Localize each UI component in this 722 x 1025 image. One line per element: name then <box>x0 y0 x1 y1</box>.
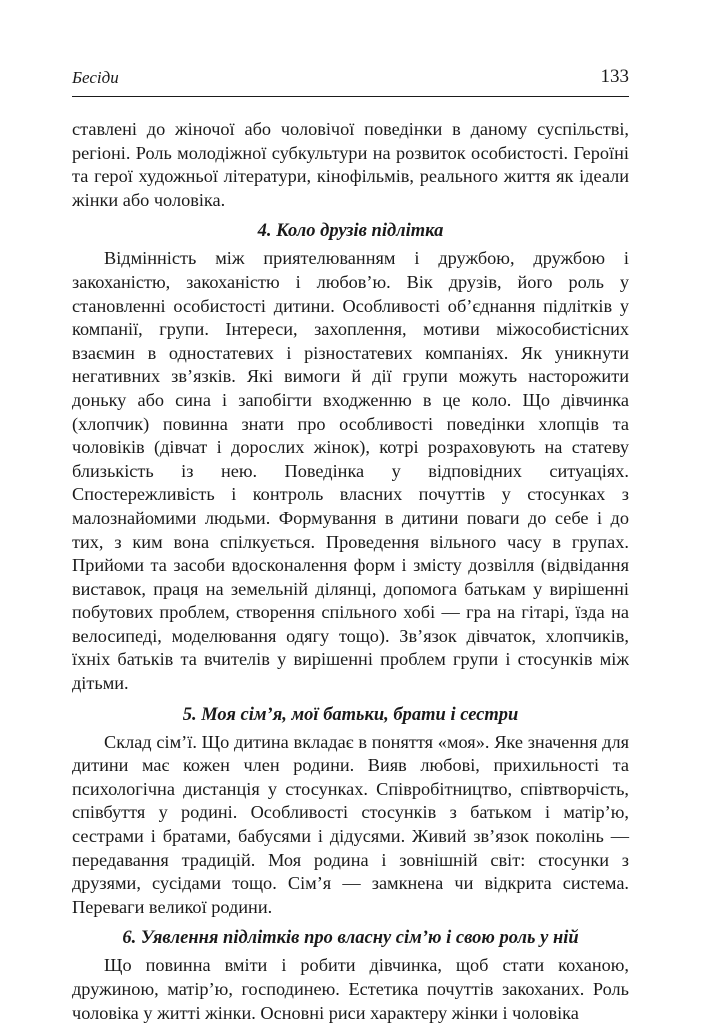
intro-paragraph: ставлені до жіночої або чоловічої поведінки в даному суспільстві, регіоні. Роль молодіжної субкультури на розвиток особистості. Героїні та герої художньої літератури, кінофільмів, реального життя як ідеали жінки або чоловіка. <box>72 119 629 210</box>
section-paragraph-family: Склад сім’ї. Що дитина вкладає в поняття «моя». Яке значення для дитини має кожен член родини. Вияв любові, прихильності та психологічна дистанція у стосунках. Співробітництво, співтворчість, співбуття у родині. Особливості стосунків з батьком і матір’ю, сестрами і братами, бабусями і дідусями. Живий зв’язок поколінь — передавання традицій. Моя родина і зовнішній світ: стосунки з друзями, сусідами тощо. Сім’я — замкнена чи відкрита система. Переваги великої родини. <box>72 731 629 917</box>
section-heading-own-family: 6. Уявлення підлітків про власну сім’ю і свою роль у ній <box>122 928 579 949</box>
page-number: 133 <box>600 66 629 87</box>
section-paragraph-friends: Відмінність між приятелюванням і дружбою, дружбою і закоханістю, закоханістю і любов’ю. Вік друзів, його роль у становленні особистості дитини. Особливості об’єднання підлітків у компанії, групи. Інтереси, захоплення, мотиви міжособистісних взаємин в одностатевих і різностатевих компаніях. Як уникнути негативних зв’язків. Які вимоги й дії групи можуть насторожити доньку або сина і запобігти входженню в це коло. Що дівчинка (хлопчик) повинна знати про особливості поведінки хлопців та чоловіків (дівчат і дорослих жінок), котрі розраховують на статеву близькість із нею. Поведінка у відповідних ситуаціях. Спостережливість і контроль власних почуттів у стосунках з малознайомими людьми. Формування в дитини поваги до себе і до тих, з ким вона спілкується. Проведення вільного часу в групах. Прийоми та засоби вдосконалення форм і змісту дозвілля (відвідання виставок, праця на земельній ділянці, допомога батькам у вирішенні побутових проблем, створення спільного хобі — гра на гітарі, їзда на велосипеді, моделювання одягу тощо). Зв’язок дівчаток, хлопчиків, їхніх батьків та вчителів у вирішенні проблем групи і стосунків між дітьми. <box>72 248 629 694</box>
section-paragraph-own-family: Що повинна вміти і робити дівчинка, щоб стати коханою, дружиною, матір’ю, господинею. Естетика почуттів закоханих. Роль чоловіка у житті жінки. Основні риси характеру жінки і чоловіка <box>72 955 629 1023</box>
section-heading-friends: 4. Коло друзів підлітка <box>257 221 444 242</box>
running-header <box>72 66 629 90</box>
header-rule <box>72 96 629 97</box>
page-body <box>72 118 629 1025</box>
section-heading-family: 5. Моя сім’я, мої батьки, брати і сестри <box>182 704 519 725</box>
running-title: Бесіди <box>72 68 119 87</box>
